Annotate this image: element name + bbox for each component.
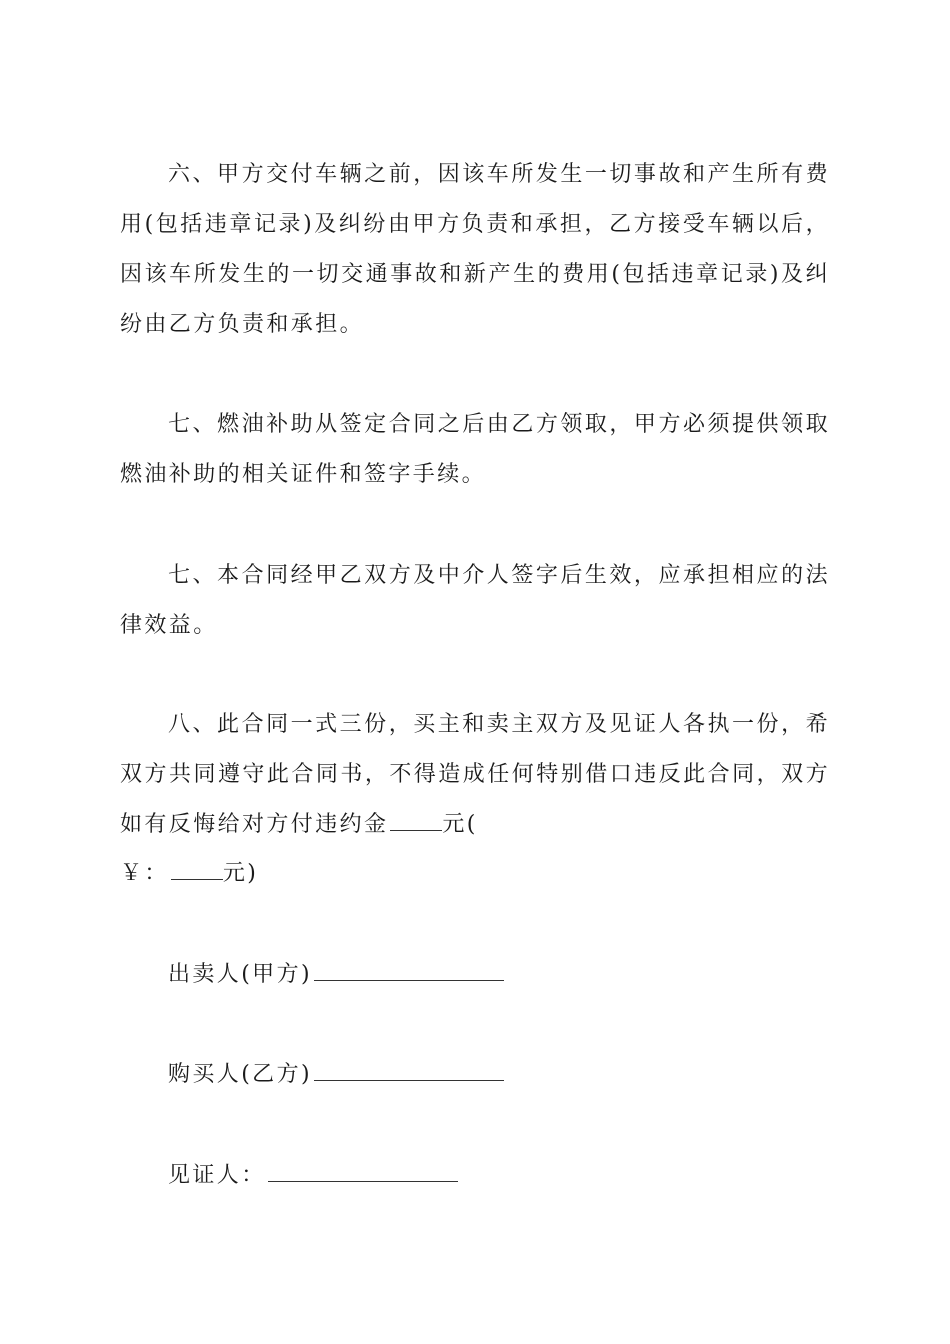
witness-signature-blank[interactable] — [268, 1155, 458, 1182]
seller-signature-blank[interactable] — [314, 954, 504, 981]
clause-7a-text: 七、燃油补助从签定合同之后由乙方领取，甲方必须提供领取燃油补助的相关证件和签字手续。 — [120, 412, 830, 487]
clause-7-effectiveness — [120, 551, 830, 651]
witness-signature-line — [168, 1155, 458, 1196]
currency-symbol: ￥： — [120, 861, 169, 886]
clause-8 — [120, 700, 830, 850]
seller-label: 出卖人(甲方) — [168, 962, 312, 987]
penalty-rmb-blank[interactable] — [171, 853, 223, 880]
currency-unit: 元) — [222, 861, 259, 886]
clause-8-unit: 元( — [442, 812, 478, 837]
clause-6-text: 六、甲方交付车辆之前，因该车所发生一切事故和产生所有费用(包括违章记录)及纠纷由甲方负责和承担，乙方接受车辆以后，因该车所发生的一切交通事故和新产生的费用(包括违章记录)及纠纷由乙方负责和承担。 — [120, 162, 830, 337]
witness-label: 见证人： — [168, 1163, 266, 1188]
buyer-signature-line — [168, 1054, 504, 1095]
penalty-amount-blank[interactable] — [390, 804, 442, 831]
clause-8-rmb-line — [120, 849, 258, 899]
clause-7-fuel-subsidy — [120, 400, 830, 500]
clause-6 — [120, 150, 830, 350]
buyer-label: 购买人(乙方) — [168, 1062, 312, 1087]
buyer-signature-blank[interactable] — [314, 1054, 504, 1081]
seller-signature-line — [168, 954, 504, 995]
clause-7b-text: 七、本合同经甲乙双方及中介人签字后生效，应承担相应的法律效益。 — [120, 563, 830, 638]
clause-8-text: 八、此合同一式三份，买主和卖主双方及见证人各执一份，希双方共同遵守此合同书，不得造成任何特别借口违反此合同，双方如有反悔给对方付违约金 — [120, 712, 830, 837]
